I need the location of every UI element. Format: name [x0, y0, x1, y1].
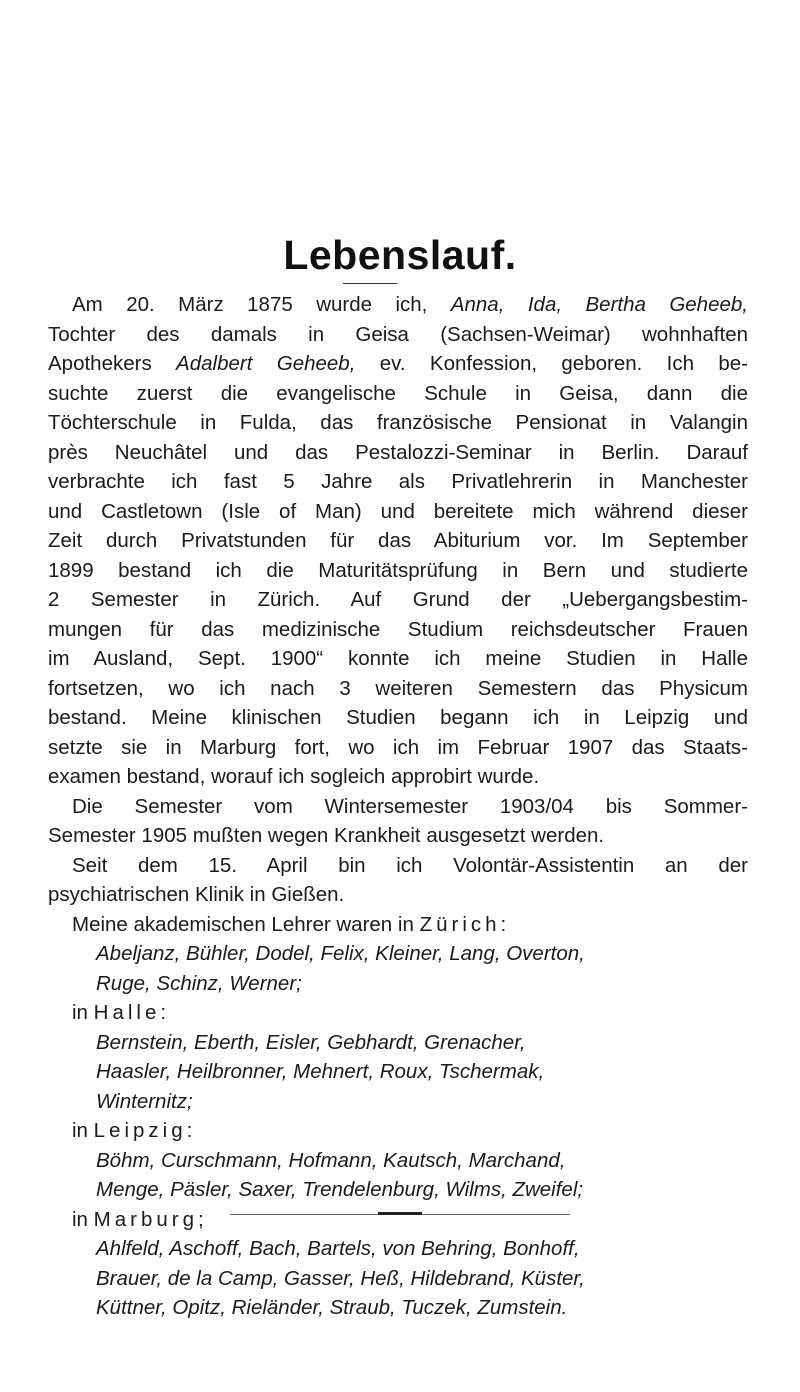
- text-line: verbrachte ich fast 5 Jahre als Privatlehrerin in Manchester: [48, 470, 748, 493]
- teacher-list-line: Haasler, Heilbronner, Mehnert, Roux, Tschermak,: [96, 1060, 545, 1083]
- city-heading: in Marburg;: [72, 1207, 208, 1231]
- text-line: und Castletown (Isle of Man) und bereitete mich während dieser: [48, 499, 748, 523]
- document-body: [48, 290, 748, 1323]
- teacher-list-line: Böhm, Curschmann, Hofmann, Kautsch, Marchand,: [96, 1148, 566, 1172]
- teacher-list-line: Ruge, Schinz, Werner;: [96, 971, 302, 995]
- text-line: Tochter des damals in Geisa (Sachsen-Weimar) wohnhaften: [48, 322, 748, 346]
- teacher-list-line: Küttner, Opitz, Rieländer, Straub, Tuczek, Zumstein.: [96, 1296, 568, 1319]
- teacher-list-line: Brauer, de la Camp, Gasser, Heß, Hildebrand, Küster,: [96, 1266, 585, 1290]
- text-line: Töchterschule in Fulda, das französische Pensionat in Valangin: [48, 411, 748, 434]
- author-name: Anna, Ida, Bertha Geheeb,: [450, 293, 748, 316]
- city-heading: in Leipzig:: [72, 1119, 197, 1142]
- text-line: Zeit durch Privatstunden für das Abiturium vor. Im September: [48, 529, 748, 552]
- text-line: mungen für das medizinische Studium reichsdeutscher Frauen: [48, 617, 748, 641]
- teacher-list-line: Menge, Päsler, Saxer, Trendelenburg, Wilms, Zweifel;: [96, 1178, 584, 1201]
- text-line: Apothekers Adalbert Geheeb, ev. Konfession, geboren. Ich be-: [48, 352, 748, 375]
- teacher-list-line: Bernstein, Eberth, Eisler, Gebhardt, Grenacher,: [96, 1030, 526, 1054]
- text-line: bestand. Meine klinischen Studien begann ich in Leipzig und: [48, 706, 748, 729]
- text-line: setzte sie in Marburg fort, wo ich im Februar 1907 das Staats-: [48, 735, 748, 759]
- text-line: Semester 1905 mußten wegen Krankheit ausgesetzt werden.: [48, 824, 605, 847]
- text-line: Am 20. März 1875 wurde ich, Anna, Ida, Bertha Geheeb,: [72, 293, 748, 316]
- text-line: 1899 bestand ich die Maturitätsprüfung in Bern und studierte: [48, 558, 748, 582]
- closing-rule-ornament: [378, 1212, 422, 1215]
- text-line: im Ausland, Sept. 1900“ konnte ich meine Studien in Halle: [48, 647, 748, 670]
- teacher-list-line: Winternitz;: [96, 1089, 193, 1113]
- teacher-list-line: Abeljanz, Bühler, Dodel, Felix, Kleiner, Lang, Overton,: [96, 942, 585, 965]
- city-marburg: Marburg;: [93, 1207, 208, 1231]
- city-heading: in Halle:: [72, 1001, 171, 1024]
- text-line: psychiatrischen Klinik in Gießen.: [48, 883, 345, 906]
- text-line: 2 Semester in Zürich. Auf Grund der „Uebergangsbestim-: [48, 588, 748, 611]
- city-leipzig: Leipzig:: [93, 1119, 197, 1142]
- text-line: Die Semester vom Wintersemester 1903/04 bis Sommer-: [72, 794, 748, 818]
- teacher-list-line: Ahlfeld, Aschoff, Bach, Bartels, von Behring, Bonhoff,: [96, 1237, 580, 1260]
- page-title: Lebenslauf.: [283, 232, 517, 278]
- city-halle: Halle:: [93, 1001, 171, 1024]
- text-line: fortsetzen, wo ich nach 3 weiteren Semestern das Physicum: [48, 676, 748, 700]
- city-zuerich: Zürich:: [419, 912, 511, 936]
- closing-rule: [230, 1213, 570, 1215]
- teachers-intro: Meine akademischen Lehrer waren in Zürich:: [72, 912, 511, 936]
- text-line: suchte zuerst die evangelische Schule in Geisa, dann die: [48, 381, 748, 405]
- text-line: près Neuchâtel und das Pestalozzi-Seminar in Berlin. Darauf: [48, 440, 748, 464]
- text-line: examen bestand, worauf ich sogleich approbirt wurde.: [48, 765, 540, 788]
- father-name: Adalbert Geheeb,: [176, 352, 356, 375]
- title-rule: [343, 283, 397, 284]
- text-line: Seit dem 15. April bin ich Volontär-Assistentin an der: [72, 853, 748, 877]
